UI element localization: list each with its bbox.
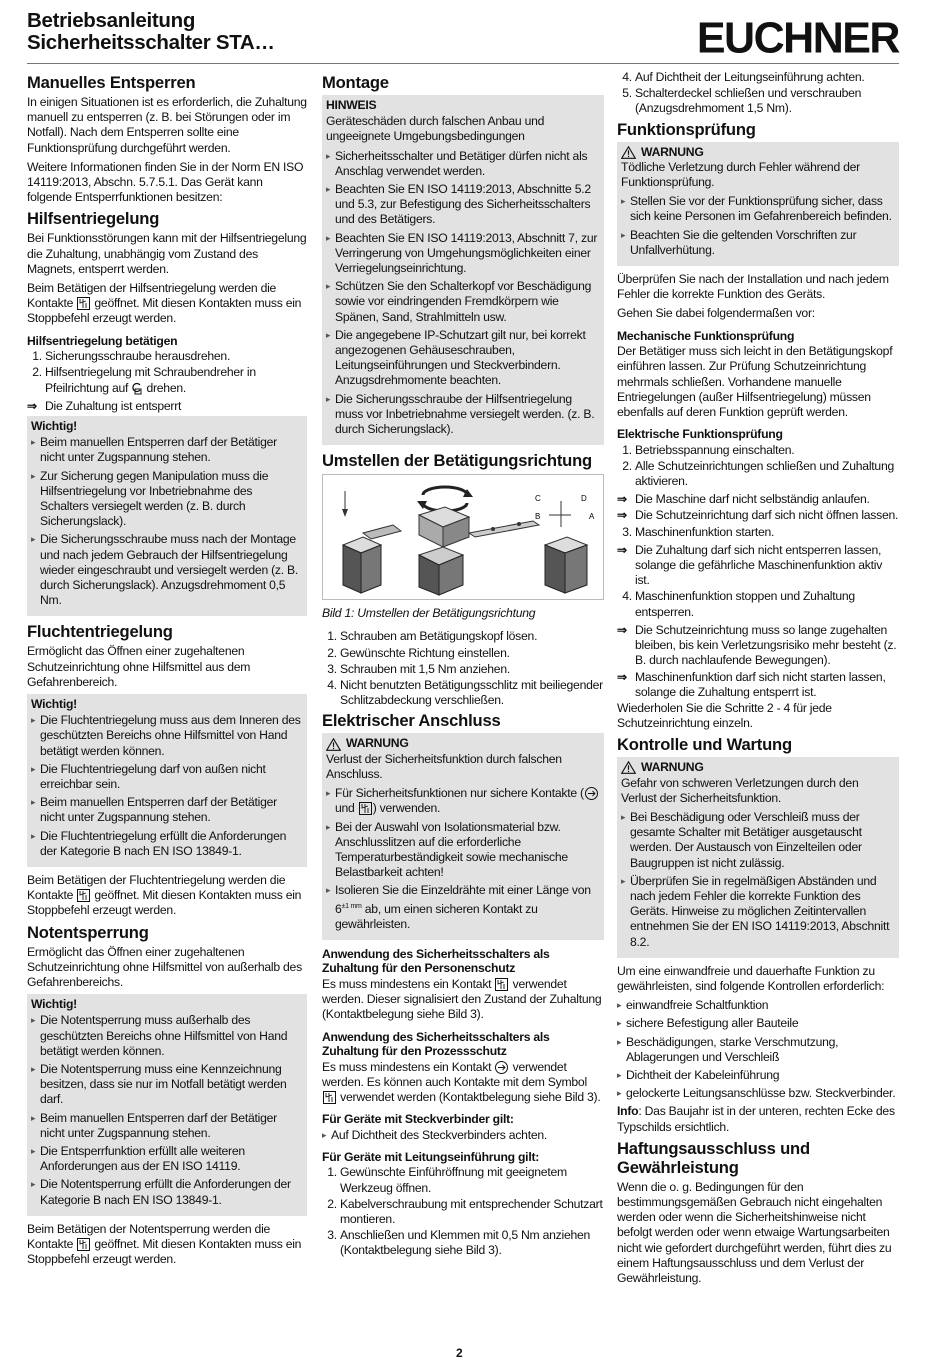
list-item: ▸ Beachten Sie EN ISO 14119:2013, Abschnitte 5.2 und 5.3, zur Befestigung des Sicherheitsschalters und des Betätigers.	[326, 182, 600, 228]
paragraph: Gehen Sie dabei folgendermaßen vor:	[617, 306, 815, 321]
warning-title	[326, 736, 600, 751]
fig-label-c: C	[535, 494, 541, 504]
warning-triangle-icon	[621, 146, 636, 159]
warning-triangle-icon	[621, 761, 636, 774]
text: und	[335, 801, 355, 816]
list-item: ▸ Überprüfen Sie in regelmäßigen Abständen und nach jedem Fehler die korrekte Funktion des Geräts. Hinweise zu möglichen Zeitintervallen entnehmen Sie der EN ISO 14119:2013, Abschnitt 8.2.	[621, 874, 895, 950]
nc-contact-symbol-icon	[77, 889, 90, 902]
list-item: 4. Nicht benutzten Betätigungsschlitz mit beiliegender Schlitzabdeckung verschließen.	[340, 678, 604, 708]
heading-auxiliary-release: Hilfsentriegelung	[27, 209, 160, 229]
text: verwendet werden. Es können auch Kontakte mit dem Symbol	[322, 1059, 587, 1089]
text: WARNUNG	[641, 144, 704, 159]
bullet-list	[617, 998, 899, 1101]
subheading: Für Geräte mit Leitungseinführung gilt:	[322, 1149, 540, 1164]
subheading: Anwendung des Sicherheitsschalters als Zuhaltung für den Personenschutz	[322, 946, 550, 976]
positive-opening-contact-icon	[585, 787, 598, 800]
text: Es muss mindestens ein Kontakt	[322, 976, 492, 991]
list-item: 3. Anschließen und Klemmen mit 0,5 Nm anziehen (Kontaktbelegung siehe Bild 3).	[340, 1228, 604, 1258]
heading-emergency-release: Notentsperrung	[27, 922, 149, 942]
list-item: 1. Sicherungsschraube herausdrehen.	[45, 349, 307, 364]
paragraph: Bei Funktionsstörungen kann mit der Hilfsentriegelung die Zuhaltung, unabhängig vom Zustand des Magnets, entsperrt werden.	[27, 231, 307, 276]
list-item: ▸ Schützen Sie den Schalterkopf vor Beschädigung sowie vor eindringenden Fremdkörpern wie Spänen, Sand, Strahlmitteln usw.	[326, 279, 600, 325]
list-item: 2. Gewünschte Richtung einstellen.	[340, 646, 604, 661]
subheading: Mechanische Funktionsprüfung	[617, 328, 795, 343]
list-item: ▸ Dichtheit der Kabeleinführung	[617, 1068, 899, 1083]
text: verwendet werden (Kontaktbelegung siehe Bild 3).	[340, 1090, 601, 1104]
paragraph: Überprüfen Sie nach der Installation und nach jedem Fehler die korrekte Funktion des Geräts.	[617, 272, 889, 302]
heading-mounting: Montage	[322, 73, 389, 92]
list-item: ▸ Bei der Auswahl von Isolationsmaterial bzw. Anschlusslitzen auf die erforderliche Temperaturbeständigkeit sowie mechanische Belastbarkeit achten!	[326, 820, 600, 881]
subheading: Hilfsentriegelung betätigen	[27, 333, 178, 348]
list-item: ▸ Die Sicherungsschraube muss nach der Montage und nach jedem Gebrauch der Hilfsentriegelung wieder eingeschraubt und versiegelt werden (z. B. durch Sicherungslack). Anzugsdrehmoment 0,5 Nm.	[31, 532, 303, 608]
warning-box	[617, 142, 899, 266]
text: Für Sicherheitsfunktionen nur sichere Kontakte (	[335, 786, 584, 801]
nc-contact-symbol-icon	[495, 978, 508, 991]
text: ab, um einen sicheren Kontakt zu gewährleisten.	[335, 901, 538, 931]
subheading: Für Geräte mit Steckverbinder gilt:	[322, 1112, 514, 1127]
list-item: ▸ Auf Dichtheit des Steckverbinders achten.	[322, 1128, 604, 1143]
text: ±1 mm	[341, 902, 362, 910]
paragraph: Der Betätiger muss sich leicht in den Betätigungskopf einführen lassen. Zur Prüfung Schutzeinrichtung mehrmals schließen. Vorhandene manuelle Entriegelungen (außer Hilfsentriegelung) müssen ebenfalls auf deren Funktion geprüft werden.	[617, 344, 893, 419]
text: WARNUNG	[641, 760, 704, 775]
heading-function-test: Funktionsprüfung	[617, 119, 756, 139]
important-box	[27, 994, 307, 1216]
list-item: ▸ Beim manuellen Entsperren darf der Betätiger nicht unter Zugspannung stehen.	[31, 435, 303, 465]
bullet-list	[31, 1013, 303, 1207]
list-item: ▸ sichere Befestigung aller Bauteile	[617, 1016, 899, 1031]
heading-change-direction: Umstellen der Betätigungsrichtung	[322, 451, 592, 471]
result-line: ⇒ Die Zuhaltung darf sich nicht entsperren lassen, solange die gefährliche Maschinenfunktion aktiv ist.	[617, 543, 899, 589]
nc-contact-symbol-icon	[323, 1091, 336, 1104]
heading-inspection-maintenance: Kontrolle und Wartung	[617, 735, 792, 755]
text: Es muss mindestens ein Kontakt	[322, 1059, 492, 1074]
list-item: ▸ Zur Sicherung gegen Manipulation muss die Hilfsentriegelung vor Inbetriebnahme des Schalters versiegelt werden (z. B. durch Sicherungslack).	[31, 469, 303, 530]
text: drehen.	[146, 380, 187, 395]
fig-label-a: A	[589, 512, 595, 522]
box-title: Wichtig!	[31, 418, 77, 433]
list-item: 4. Auf Dichtheit der Leitungseinführung achten.	[635, 70, 899, 85]
positive-opening-contact-icon	[495, 1061, 508, 1074]
important-box	[27, 416, 307, 616]
list-item: ▸ Die Notentsperrung muss außerhalb des geschützten Bereichs ohne Hilfsmittel von Hand betätigt werden können.	[31, 1013, 303, 1059]
list-item: ▸ Die angegebene IP-Schutzart gilt nur, bei korrekt angezogenen Gehäuseschrauben, Leitungseinführungen und Steckverbindern. Anzugsdrehmomente beachten.	[326, 328, 600, 389]
text: verwendet werden. Dieser signalisiert den Zustand der Zuhaltung (Kontaktbelegung siehe Bild 3).	[322, 976, 602, 1022]
list-item: 1. Betriebsspannung einschalten.	[635, 443, 899, 458]
doc-title-line2: Sicherheitsschalter STA…	[27, 31, 275, 54]
warning-box	[322, 733, 604, 940]
text: Beim Betätigen der Fluchtentriegelung werden die Kontakte	[27, 873, 286, 903]
paragraph: Gefahr von schweren Verletzungen durch den Verlust der Sicherheitsfunktion.	[621, 775, 859, 805]
header-rule	[27, 63, 899, 64]
column-2	[322, 70, 604, 1262]
text: : Das Baujahr ist in der unteren, rechten Ecke des Typschilds ersichtlich.	[617, 1104, 895, 1134]
result-line: ⇒ Die Schutzeinrichtung muss so lange zugehalten bleiben, bis kein Verletzungsrisiko mehr besteht (z. B. durch nachlaufende Bewegungen).	[617, 623, 899, 669]
list-item: 1. Schrauben am Betätigungskopf lösen.	[340, 629, 604, 644]
info-label: Info	[617, 1104, 639, 1119]
paragraph: In einigen Situationen ist es erforderlich, die Zuhaltung manuell zu entsperren (z. B. bei Störungen oder im Notfall). Nach dem Entsperren sollte eine Funktionsprüfung durchgeführt werden.	[27, 95, 307, 155]
list-item: 3. Maschinenfunktion starten.	[635, 525, 899, 540]
list-item: ▸ Die Notentsperrung erfüllt die Anforderungen der Kategorie B nach EN ISO 13849-1.	[31, 1177, 303, 1207]
subheading: Elektrische Funktionsprüfung	[617, 427, 783, 442]
important-box	[27, 694, 307, 867]
unlock-arrow-icon	[131, 381, 143, 395]
list-item	[326, 786, 600, 816]
list-item: ▸ einwandfreie Schaltfunktion	[617, 998, 899, 1013]
list-item	[326, 883, 600, 932]
warning-title	[621, 145, 895, 160]
paragraph	[322, 977, 604, 1023]
text: WARNUNG	[346, 736, 409, 751]
heading-electrical-connection: Elektrischer Anschluss	[322, 711, 501, 731]
heading-manual-unlock: Manuelles Entsperren	[27, 73, 196, 92]
paragraph	[322, 1060, 604, 1106]
paragraph	[27, 1222, 307, 1268]
paragraph	[27, 873, 307, 919]
paragraph: Um eine einwandfreie und dauerhafte Funktion zu gewährleisten, sind folgende Kontrollen erforderlich:	[617, 963, 885, 993]
list-item: ▸ Stellen Sie vor der Funktionsprüfung sicher, dass sich keine Personen im Gefahrenbereich befinden.	[621, 194, 895, 224]
paragraph: Geräteschäden durch falschen Anbau und ungeeignete Umgebungsbedingungen	[326, 114, 545, 144]
steps-list	[617, 525, 899, 540]
list-item: ▸ Sicherheitsschalter und Betätiger dürfen nicht als Anschlag verwendet werden.	[326, 149, 600, 179]
nc-contact-symbol-icon	[77, 297, 90, 310]
steps-list	[27, 349, 307, 396]
steps-list	[617, 70, 899, 117]
result-line: ⇒ Die Maschine darf nicht selbständig anlaufen.	[617, 492, 899, 507]
box-title: Wichtig!	[31, 697, 77, 711]
list-item: ▸ Beachten Sie die geltenden Vorschriften zur Unfallverhütung.	[621, 228, 895, 258]
figure-actuating-direction	[322, 474, 604, 600]
text: ) verwenden.	[372, 801, 441, 816]
nc-contact-symbol-icon	[77, 1238, 90, 1251]
doc-title-line1: Betriebsanleitung	[27, 9, 196, 32]
list-item: ▸ Bei Beschädigung oder Verschleiß muss der gesamte Schalter mit Betätiger ausgetauscht werden. Der Austausch von Einzelteilen oder Baugruppen ist nicht zulässig.	[621, 810, 895, 871]
steps-list	[617, 443, 899, 490]
bullet-list	[31, 713, 303, 859]
page-number: 2	[456, 1346, 463, 1360]
paragraph: Weitere Informationen finden Sie in der Norm EN ISO 14119:2013, Abschn. 5.7.5.1. Das Gerät kann folgende Entsperrfunktionen besitzen:	[27, 159, 304, 205]
euchner-logo: EUCHNER	[696, 13, 899, 63]
bullet-list	[326, 149, 600, 438]
box-title: Wichtig!	[31, 997, 77, 1012]
column-1	[27, 70, 307, 1272]
steps-list	[617, 589, 899, 619]
list-item: 2. Alle Schutzeinrichtungen schließen und Zuhaltung aktivieren.	[635, 459, 899, 489]
box-title: HINWEIS	[326, 98, 377, 112]
list-item: ▸ Die Fluchtentriegelung erfüllt die Anforderungen der Kategorie B nach EN ISO 13849-1.	[31, 829, 303, 859]
fig-label-b: B	[535, 512, 541, 522]
bullet-list	[326, 786, 600, 932]
list-item: 2. Kabelverschraubung mit entsprechender Schutzart montieren.	[340, 1197, 604, 1227]
paragraph: Wiederholen Sie die Schritte 2 - 4 für jede Schutzeinrichtung einzeln.	[617, 700, 832, 731]
warning-box	[617, 757, 899, 957]
text: Beim Betätigen der Notentsperrung werden die Kontakte	[27, 1221, 271, 1252]
list-item: ▸ Die Fluchtentriegelung muss aus dem Inneren des geschützten Bereichs ohne Hilfsmittel von Hand betätigt werden können.	[31, 713, 303, 759]
paragraph	[27, 281, 307, 327]
paragraph: Ermöglicht das Öffnen einer zugehaltenen Schutzeinrichtung ohne Hilfsmittel aus dem Gefahrenbereich.	[27, 644, 251, 689]
list-item: 4. Maschinenfunktion stoppen und Zuhaltung entsperren.	[635, 589, 899, 619]
info-paragraph	[617, 1104, 899, 1134]
bullet-list	[621, 194, 895, 258]
paragraph: Tödliche Verletzung durch Fehler während der Funktionsprüfung.	[621, 159, 860, 190]
text: Hilfsentriegelung mit Schraubendreher in Pfeilrichtung auf	[45, 365, 256, 395]
text: geöffnet. Mit diesen Kontakten muss ein Stoppbefehl erzeugt werden.	[27, 296, 302, 326]
steps-list	[322, 1165, 604, 1258]
paragraph: Verlust der Sicherheitsfunktion durch falschen Anschluss.	[326, 751, 562, 781]
list-item: ▸ Die Entsperrfunktion erfüllt alle weiteren Anforderungen aus der EN ISO 14119.	[31, 1144, 303, 1174]
list-item: ▸ gelockerte Leitungsanschlüsse bzw. Steckverbinder.	[617, 1086, 899, 1101]
result-line: ⇒ Die Zuhaltung ist entsperrt	[27, 399, 307, 414]
list-item	[45, 365, 307, 395]
steps-list	[322, 629, 604, 708]
list-item: ▸ Beachten Sie EN ISO 14119:2013, Abschnitt 7, zur Verringerung von Umgehungsmöglichkeiten einer Verriegelungseinrichtung.	[326, 231, 600, 277]
bullet-list	[322, 1128, 604, 1143]
list-item: ▸ Beim manuellen Entsperren darf der Betätiger nicht unter Zugspannung stehen.	[31, 1111, 303, 1141]
text: Beim Betätigen der Hilfsentriegelung werden die Kontakte	[27, 281, 277, 311]
text: Isolieren Sie die Einzeldrähte mit einer Länge von 6	[335, 883, 591, 916]
list-item: ▸ Beschädigungen, starke Verschmutzung, Ablagerungen und Verschleiß	[617, 1035, 899, 1065]
paragraph: Ermöglicht das Öffnen einer zugehaltenen Schutzeinrichtung ohne Hilfsmittel von außerhalb des Gefahrenbereichs.	[27, 944, 302, 990]
header	[27, 10, 899, 62]
switch-illustration-icon	[323, 475, 603, 599]
warning-title	[621, 760, 895, 775]
result-line: ⇒ Die Schutzeinrichtung darf sich nicht öffnen lassen.	[617, 508, 899, 523]
list-item: 1. Gewünschte Einführöffnung mit geeignetem Werkzeug öffnen.	[340, 1165, 604, 1195]
list-item: ▸ Die Sicherungsschraube der Hilfsentriegelung muss vor Inbetriebnahme versiegelt werden. (z. B. durch Sicherungslack).	[326, 392, 600, 438]
text: geöffnet. Mit diesen Kontakten muss ein Stoppbefehl erzeugt werden.	[27, 888, 302, 918]
paragraph: Wenn die o. g. Bedingungen für den bestimmungsgemäßen Gebrauch nicht eingehalten werden oder wenn die Sicherheitshinweise nicht befolgt werden oder wenn etwaige Wartungsarbeiten nicht wie gefordert durchgeführt werden, führt dies zu einem Haftungsausschluss und dem Verlust der Gewährleistung.	[617, 1179, 892, 1285]
subheading: Anwendung des Sicherheitsschalters als Zuhaltung für den Prozessschutz	[322, 1029, 550, 1059]
notice-box	[322, 95, 604, 445]
heading-liability: Haftungsausschluss und Gewährleistung	[617, 1138, 810, 1177]
bullet-list	[31, 435, 303, 608]
list-item: ▸ Die Fluchtentriegelung darf von außen nicht erreichbar sein.	[31, 762, 303, 792]
fig-label-d: D	[581, 494, 587, 504]
heading-escape-release: Fluchtentriegelung	[27, 622, 173, 642]
result-line: ⇒ Maschinenfunktion darf sich nicht starten lassen, solange die Zuhaltung entsperrt ist.	[617, 670, 899, 700]
warning-triangle-icon	[326, 738, 341, 751]
bullet-list	[621, 810, 895, 950]
text: geöffnet. Mit diesen Kontakten muss ein Stoppbefehl erzeugt werden.	[27, 1237, 302, 1267]
list-item: 5. Schalterdeckel schließen und verschrauben (Anzugsdrehmoment 1,5 Nm).	[635, 86, 899, 116]
figure-caption: Bild 1: Umstellen der Betätigungsrichtung	[322, 606, 536, 621]
list-item: 3. Schrauben mit 1,5 Nm anziehen.	[340, 662, 604, 677]
column-3	[617, 70, 899, 1290]
list-item: ▸ Die Notentsperrung muss eine Kennzeichnung besitzen, dass sie nur im Notfall betätigt werden darf.	[31, 1062, 303, 1108]
nc-contact-symbol-icon	[359, 802, 372, 815]
list-item: ▸ Beim manuellen Entsperren darf der Betätiger nicht unter Zugspannung stehen.	[31, 795, 303, 825]
